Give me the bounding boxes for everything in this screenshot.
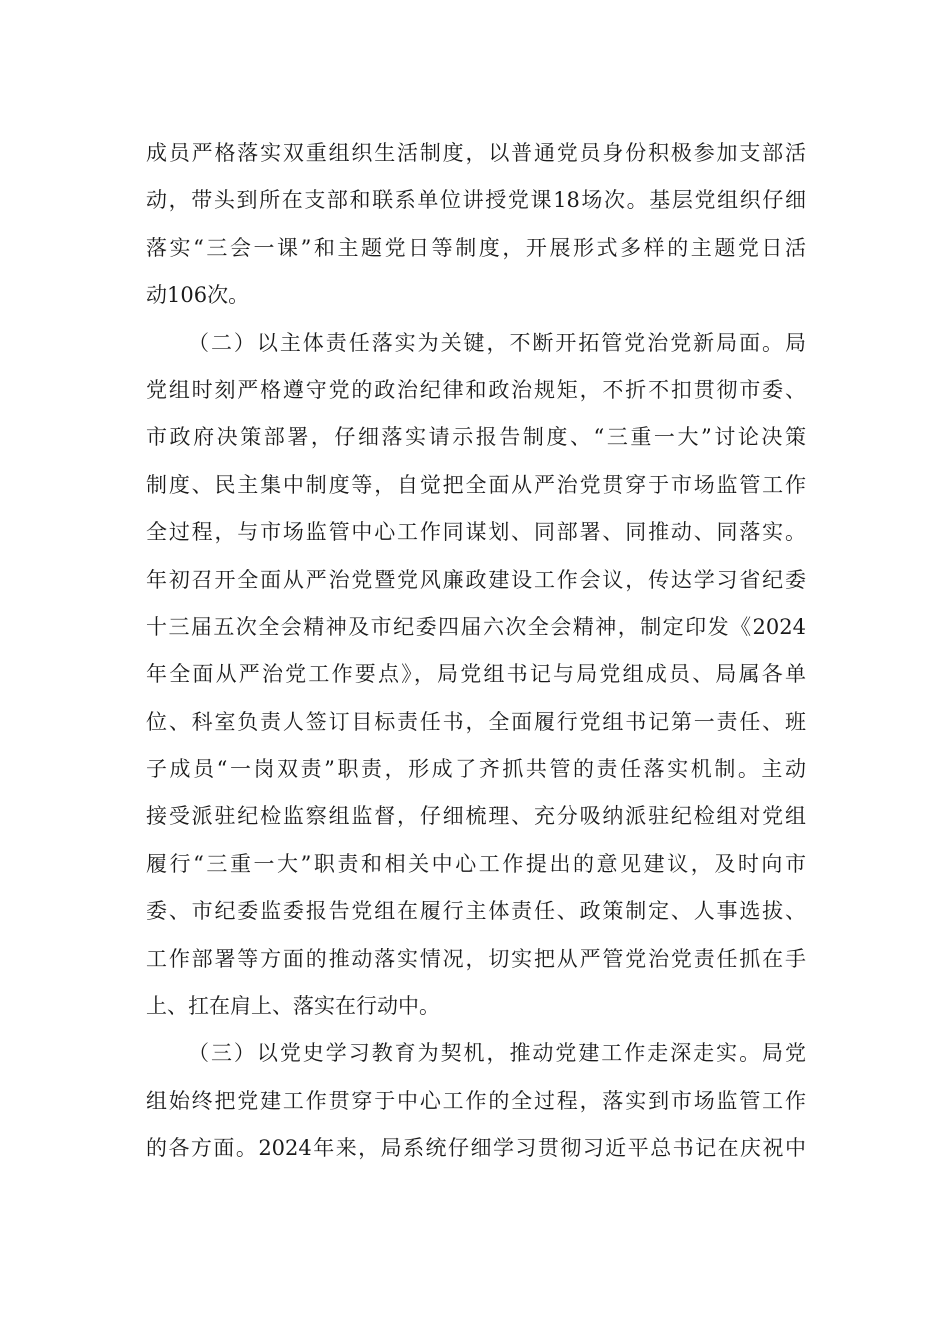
text-line: 年全面从严治党工作要点》，局党组书记与局党组成员、局属各单	[146, 662, 806, 687]
text-line: 落实“三会一课”和主题党日等制度，开展形式多样的主题党日活	[146, 235, 806, 260]
text-line: 全过程，与市场监管中心工作同谋划、同部署、同推动、同落实。	[146, 520, 806, 545]
text-line: 成员严格落实双重组织生活制度，以普通党员身份积极参加支部活	[146, 141, 806, 165]
text-line: 委、市纪委监委报告党组在履行主体责任、政策制定、人事选拔、	[146, 899, 806, 924]
text-line: 位、科室负责人签订目标责任书，全面履行党组书记第一责任、班	[146, 709, 806, 734]
text-line: 年初召开全面从严治党暨党风廉政建设工作会议，传达学习省纪委	[146, 567, 806, 592]
text-line: 接受派驻纪检监察组监督，仔细梳理、充分吸纳派驻纪检组对党组	[146, 804, 806, 829]
body-text	[146, 130, 806, 1173]
text-line: 动，带头到所在支部和联系单位讲授党课18场次。基层党组织仔细	[146, 188, 806, 213]
text-line: 组始终把党建工作贯穿于中心工作的全过程，落实到市场监管工作	[146, 1088, 806, 1113]
text-line: 党组时刻严格遵守党的政治纪律和政治规矩，不折不扣贯彻市委、	[146, 377, 806, 402]
section-heading-line: （二）以主体责任落实为关键，不断开拓管党治党新局面。局	[188, 330, 806, 355]
text-line: 动106次。	[146, 283, 250, 308]
section-heading-line: （三）以党史学习教育为契机，推动党建工作走深走实。局党	[188, 1041, 806, 1066]
text-line: 市政府决策部署，仔细落实请示报告制度、“三重一大”讨论决策	[146, 425, 806, 450]
text-line: 上、扛在肩上、落实在行动中。	[146, 994, 440, 1019]
text-line: 十三届五次全会精神及市纪委四届六次全会精神，制定印发《2024	[146, 614, 806, 639]
text-line: 的各方面。2024年来，局系统仔细学习贯彻习近平总书记在庆祝中	[146, 1136, 806, 1161]
text-line: 工作部署等方面的推动落实情况，切实把从严管党治党责任抓在手	[146, 946, 806, 971]
text-line: 履行“三重一大”职责和相关中心工作提出的意见建议，及时向市	[146, 851, 806, 876]
text-line: 制度、民主集中制度等，自觉把全面从严治党贯穿于市场监管工作	[146, 472, 806, 497]
text-line: 子成员“一岗双责”职责，形成了齐抓共管的责任落实机制。主动	[146, 757, 806, 782]
